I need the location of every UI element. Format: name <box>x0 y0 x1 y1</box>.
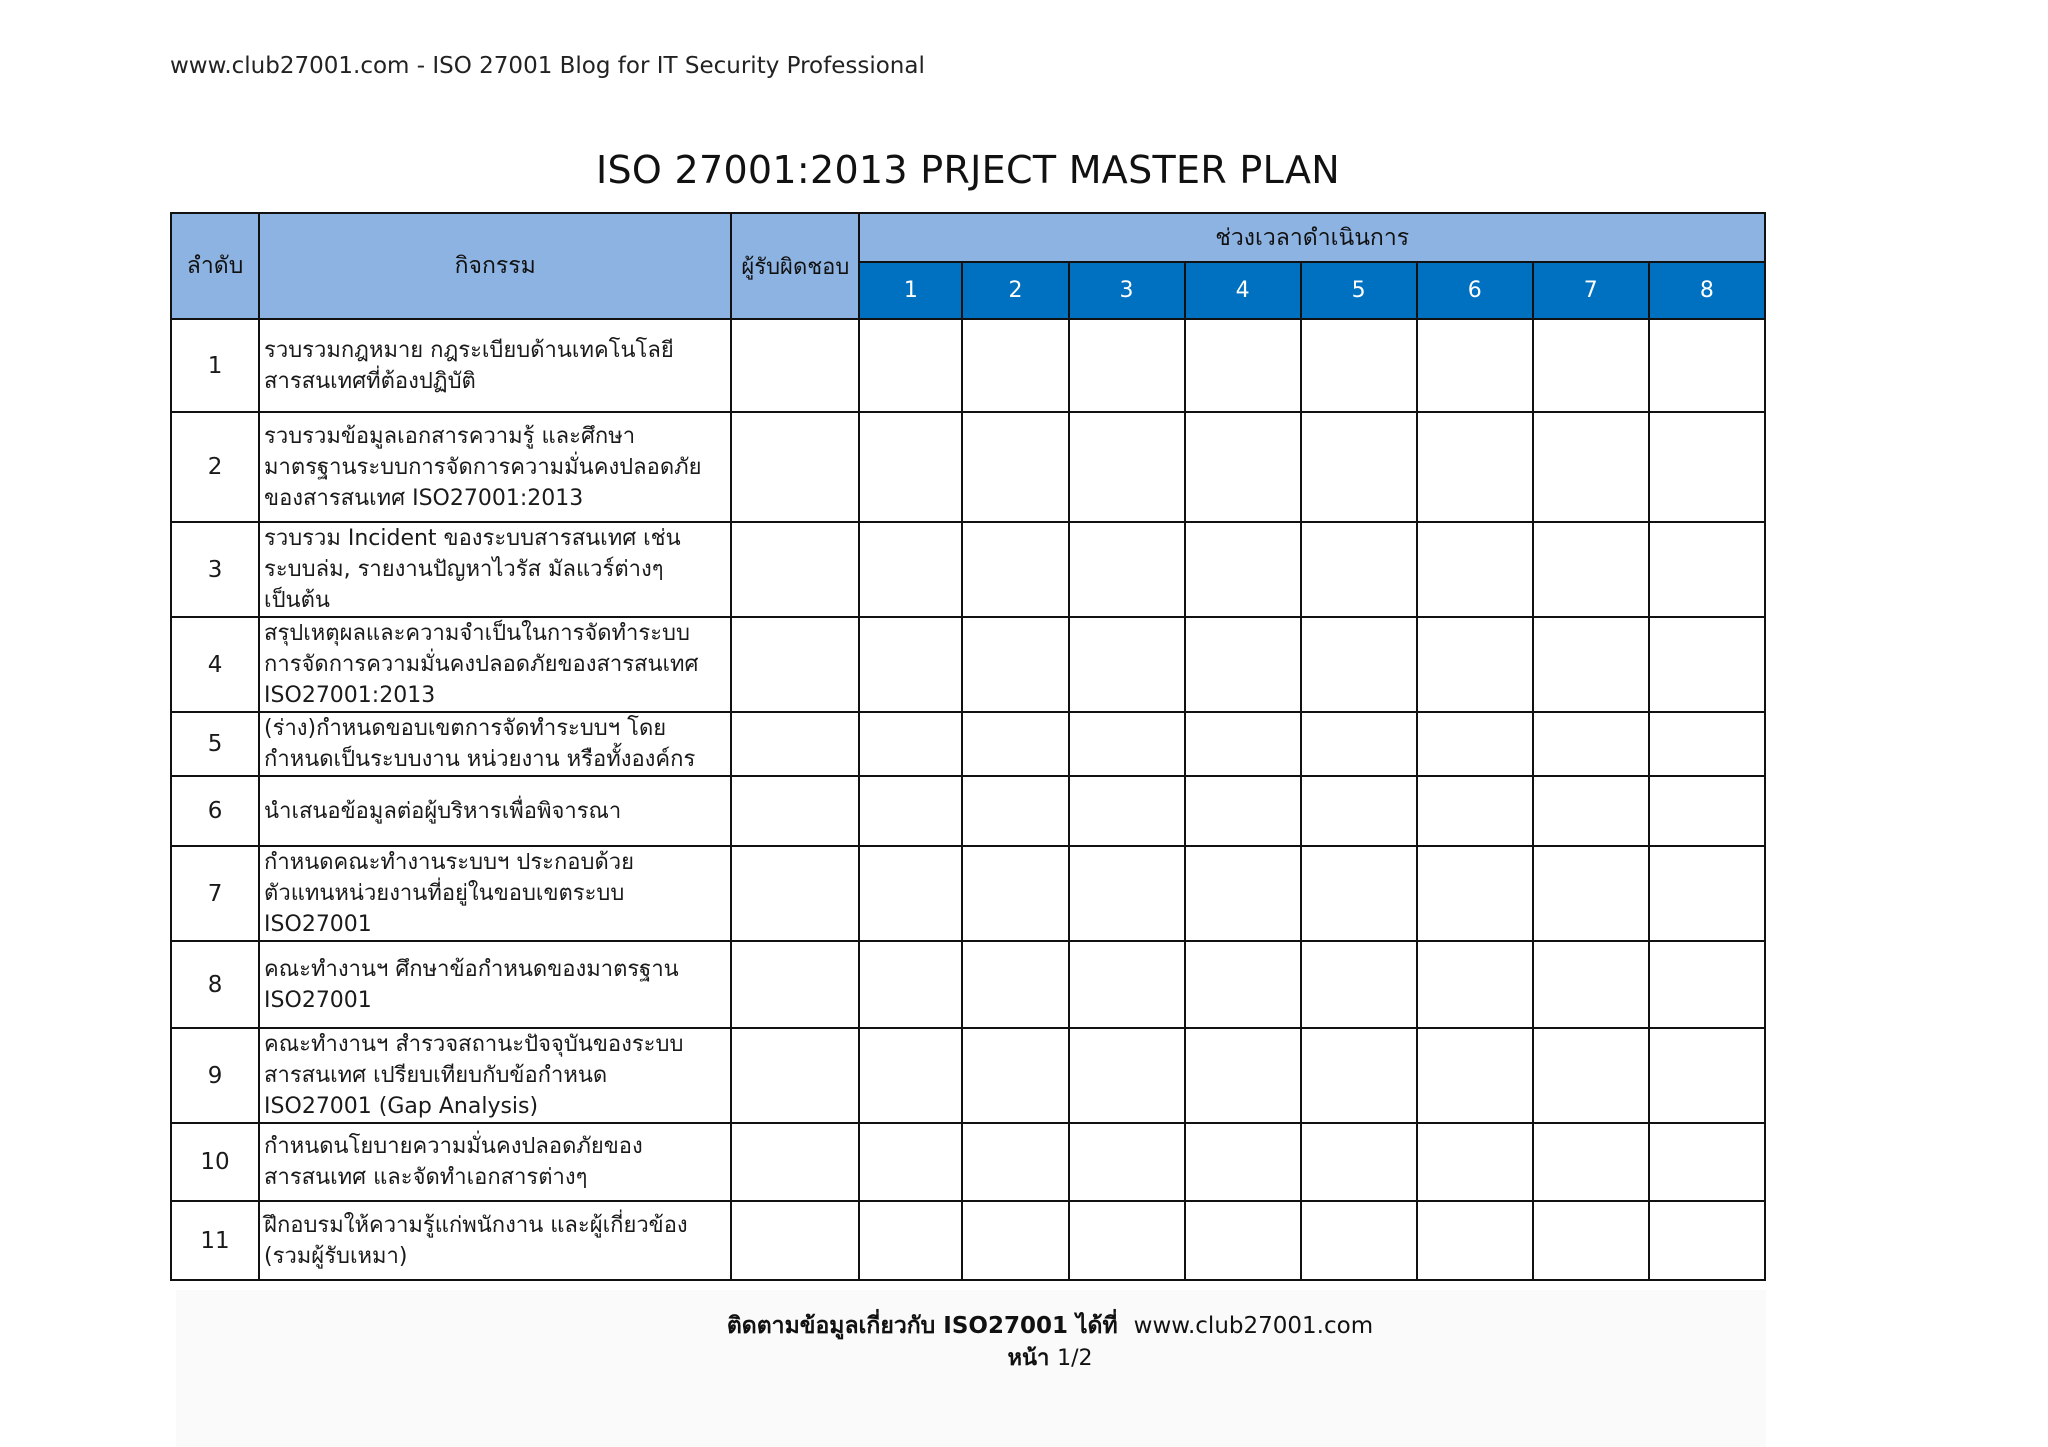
period-cell-3[interactable] <box>1069 1123 1185 1201</box>
row-number: 11 <box>171 1201 259 1280</box>
activity-text: รวบรวมข้อมูลเอกสารความรู้ และศึกษา มาตรฐานระบบการจัดการความมั่นคงปลอดภัย ของสารสนเทศ ISO27001:2013 <box>264 423 702 511</box>
owner-cell[interactable] <box>731 412 859 522</box>
period-cell-8[interactable] <box>1649 522 1765 617</box>
owner-cell[interactable] <box>731 776 859 846</box>
period-cell-7[interactable] <box>1533 1123 1649 1201</box>
period-cell-8[interactable] <box>1649 617 1765 712</box>
period-cell-8[interactable] <box>1649 1201 1765 1280</box>
period-cell-4[interactable] <box>1185 776 1301 846</box>
period-cell-7[interactable] <box>1533 846 1649 941</box>
period-cell-7[interactable] <box>1533 1028 1649 1123</box>
period-cell-2[interactable] <box>962 776 1068 846</box>
period-cell-8[interactable] <box>1649 712 1765 776</box>
owner-cell[interactable] <box>731 319 859 412</box>
period-cell-1[interactable] <box>859 712 962 776</box>
table-row <box>171 412 1765 522</box>
column-header-activity: กิจกรรม <box>259 213 731 319</box>
table-row <box>171 846 1765 941</box>
period-cell-2[interactable] <box>962 941 1068 1028</box>
activity-text: สรุปเหตุผลและความจำเป็นในการจัดทำระบบ การจัดการความมั่นคงปลอดภัยของสารสนเทศ ISO27001:2013 <box>264 621 699 708</box>
row-number: 10 <box>171 1123 259 1201</box>
footer-page-number <box>170 1340 1930 1375</box>
period-cell-8[interactable] <box>1649 1028 1765 1123</box>
row-number: 3 <box>171 522 259 617</box>
table-row <box>171 1201 1765 1280</box>
table-row <box>171 522 1765 617</box>
activity-cell <box>259 846 731 941</box>
period-header-5: 5 <box>1301 262 1417 319</box>
period-cell-4[interactable] <box>1185 617 1301 712</box>
master-plan-table <box>170 212 1766 1281</box>
footer-follow-line <box>170 1308 1930 1344</box>
period-cell-1[interactable] <box>859 319 962 412</box>
period-cell-6[interactable] <box>1417 712 1533 776</box>
period-cell-6[interactable] <box>1417 1123 1533 1201</box>
page-value: 1/2 <box>1057 1346 1093 1371</box>
period-cell-5[interactable] <box>1301 846 1417 941</box>
owner-cell[interactable] <box>731 1201 859 1280</box>
owner-cell[interactable] <box>731 712 859 776</box>
period-cell-4[interactable] <box>1185 412 1301 522</box>
period-cell-3[interactable] <box>1069 712 1185 776</box>
period-cell-8[interactable] <box>1649 1123 1765 1201</box>
period-cell-3[interactable] <box>1069 412 1185 522</box>
period-cell-2[interactable] <box>962 1201 1068 1280</box>
table-row <box>171 319 1765 412</box>
activity-cell <box>259 941 731 1028</box>
period-cell-3[interactable] <box>1069 776 1185 846</box>
row-number: 8 <box>171 941 259 1028</box>
row-number: 2 <box>171 412 259 522</box>
period-cell-6[interactable] <box>1417 941 1533 1028</box>
period-cell-8[interactable] <box>1649 319 1765 412</box>
period-header-4: 4 <box>1185 262 1301 319</box>
period-cell-7[interactable] <box>1533 617 1649 712</box>
owner-cell[interactable] <box>731 941 859 1028</box>
activity-text: กำหนดคณะทำงานระบบฯ ประกอบด้วย ตัวแทนหน่วยงานที่อยู่ในขอบเขตระบบ ISO27001 <box>264 850 635 937</box>
period-cell-8[interactable] <box>1649 776 1765 846</box>
period-cell-4[interactable] <box>1185 712 1301 776</box>
period-header-6: 6 <box>1417 262 1533 319</box>
activity-cell <box>259 712 731 776</box>
owner-cell[interactable] <box>731 1028 859 1123</box>
period-cell-5[interactable] <box>1301 1028 1417 1123</box>
column-header-no: ลำดับ <box>171 213 259 319</box>
period-cell-4[interactable] <box>1185 1028 1301 1123</box>
period-cell-7[interactable] <box>1533 776 1649 846</box>
activity-text: นำเสนอข้อมูลต่อผู้บริหารเพื่อพิจารณา <box>264 798 622 824</box>
row-number: 4 <box>171 617 259 712</box>
footer-follow-text: ติดตามข้อมูลเกี่ยวกับ ISO27001 ได้ที่ <box>726 1313 1118 1339</box>
activity-text: (ร่าง)กำหนดขอบเขตการจัดทำระบบฯ โดย กำหนดเป็นระบบงาน หน่วยงาน หรือทั้งองค์กร <box>264 716 696 772</box>
activity-cell <box>259 1201 731 1280</box>
period-cell-4[interactable] <box>1185 1201 1301 1280</box>
period-cell-2[interactable] <box>962 617 1068 712</box>
activity-text: คณะทำงานฯ สำรวจสถานะปัจจุบันของระบบ สารสนเทศ เปรียบเทียบกับข้อกำหนด ISO27001 (Gap Analysis) <box>264 1032 684 1119</box>
period-cell-3[interactable] <box>1069 617 1185 712</box>
period-cell-6[interactable] <box>1417 776 1533 846</box>
period-cell-2[interactable] <box>962 1028 1068 1123</box>
activity-cell <box>259 617 731 712</box>
row-number: 6 <box>171 776 259 846</box>
period-cell-1[interactable] <box>859 846 962 941</box>
period-cell-5[interactable] <box>1301 941 1417 1028</box>
period-cell-4[interactable] <box>1185 941 1301 1028</box>
period-cell-5[interactable] <box>1301 1201 1417 1280</box>
period-cell-8[interactable] <box>1649 846 1765 941</box>
period-cell-6[interactable] <box>1417 617 1533 712</box>
period-cell-7[interactable] <box>1533 1201 1649 1280</box>
site-header: www.club27001.com - ISO 27001 Blog for IT Security Professional <box>170 53 925 79</box>
period-cell-4[interactable] <box>1185 1123 1301 1201</box>
period-cell-6[interactable] <box>1417 319 1533 412</box>
period-cell-5[interactable] <box>1301 522 1417 617</box>
period-cell-3[interactable] <box>1069 522 1185 617</box>
period-cell-6[interactable] <box>1417 846 1533 941</box>
period-cell-1[interactable] <box>859 1123 962 1201</box>
table-row <box>171 941 1765 1028</box>
period-cell-3[interactable] <box>1069 319 1185 412</box>
period-cell-7[interactable] <box>1533 941 1649 1028</box>
period-cell-5[interactable] <box>1301 1123 1417 1201</box>
table-row <box>171 712 1765 776</box>
activity-cell <box>259 776 731 846</box>
period-cell-1[interactable] <box>859 412 962 522</box>
period-cell-5[interactable] <box>1301 319 1417 412</box>
period-cell-1[interactable] <box>859 617 962 712</box>
activity-cell <box>259 412 731 522</box>
column-header-period: ช่วงเวลาดำเนินการ <box>859 213 1765 262</box>
period-cell-7[interactable] <box>1533 412 1649 522</box>
period-cell-1[interactable] <box>859 776 962 846</box>
owner-cell[interactable] <box>731 846 859 941</box>
period-cell-3[interactable] <box>1069 941 1185 1028</box>
period-cell-5[interactable] <box>1301 776 1417 846</box>
period-cell-1[interactable] <box>859 522 962 617</box>
period-cell-7[interactable] <box>1533 319 1649 412</box>
period-cell-4[interactable] <box>1185 522 1301 617</box>
table-row <box>171 617 1765 712</box>
period-cell-6[interactable] <box>1417 1028 1533 1123</box>
period-cell-2[interactable] <box>962 1123 1068 1201</box>
period-header-2: 2 <box>962 262 1068 319</box>
period-cell-6[interactable] <box>1417 522 1533 617</box>
page-title: ISO 27001:2013 PRJECT MASTER PLAN <box>595 148 1341 192</box>
period-cell-5[interactable] <box>1301 617 1417 712</box>
period-cell-6[interactable] <box>1417 1201 1533 1280</box>
activity-text: รวบรวม Incident ของระบบสารสนเทศ เช่น ระบบล่ม, รายงานปัญหาไวรัส มัลแวร์ต่างๆ เป็นต้น <box>264 526 681 613</box>
period-cell-2[interactable] <box>962 846 1068 941</box>
activity-cell <box>259 1123 731 1201</box>
row-number: 9 <box>171 1028 259 1123</box>
period-cell-1[interactable] <box>859 1201 962 1280</box>
column-header-owner: ผู้รับผิดชอบ <box>731 213 859 319</box>
period-header-7: 7 <box>1533 262 1649 319</box>
period-cell-8[interactable] <box>1649 412 1765 522</box>
period-cell-3[interactable] <box>1069 1201 1185 1280</box>
activity-text: รวบรวมกฎหมาย กฎระเบียบด้านเทคโนโลยี สารสนเทศที่ต้องปฏิบัติ <box>264 337 674 394</box>
table-row <box>171 1028 1765 1123</box>
period-cell-3[interactable] <box>1069 846 1185 941</box>
period-cell-2[interactable] <box>962 522 1068 617</box>
period-cell-3[interactable] <box>1069 1028 1185 1123</box>
owner-cell[interactable] <box>731 1123 859 1201</box>
page-label: หน้า <box>1007 1346 1050 1371</box>
owner-cell[interactable] <box>731 522 859 617</box>
row-number: 5 <box>171 712 259 776</box>
owner-cell[interactable] <box>731 617 859 712</box>
row-number: 1 <box>171 319 259 412</box>
period-cell-1[interactable] <box>859 941 962 1028</box>
period-cell-5[interactable] <box>1301 712 1417 776</box>
period-cell-8[interactable] <box>1649 941 1765 1028</box>
activity-cell <box>259 319 731 412</box>
period-cell-7[interactable] <box>1533 712 1649 776</box>
activity-text: ฝึกอบรมให้ความรู้แก่พนักงาน และผู้เกี่ยวข้อง (รวมผู้รับเหมา) <box>264 1212 688 1269</box>
period-header-1: 1 <box>859 262 962 319</box>
period-cell-7[interactable] <box>1533 522 1649 617</box>
activity-cell <box>259 1028 731 1123</box>
period-cell-6[interactable] <box>1417 412 1533 522</box>
period-cell-4[interactable] <box>1185 846 1301 941</box>
period-header-3: 3 <box>1069 262 1185 319</box>
table-row <box>171 1123 1765 1201</box>
activity-cell <box>259 522 731 617</box>
period-header-8: 8 <box>1649 262 1765 319</box>
activity-text: คณะทำงานฯ ศึกษาข้อกำหนดของมาตรฐาน ISO27001 <box>264 956 679 1013</box>
period-cell-2[interactable] <box>962 319 1068 412</box>
activity-text: กำหนดนโยบายความมั่นคงปลอดภัยของ สารสนเทศ และจัดทำเอกสารต่างๆ <box>264 1134 643 1190</box>
period-cell-2[interactable] <box>962 712 1068 776</box>
table-row <box>171 776 1765 846</box>
period-cell-4[interactable] <box>1185 319 1301 412</box>
period-cell-5[interactable] <box>1301 412 1417 522</box>
footer-url-link[interactable]: www.club27001.com <box>1133 1313 1374 1339</box>
period-cell-1[interactable] <box>859 1028 962 1123</box>
row-number: 7 <box>171 846 259 941</box>
period-cell-2[interactable] <box>962 412 1068 522</box>
